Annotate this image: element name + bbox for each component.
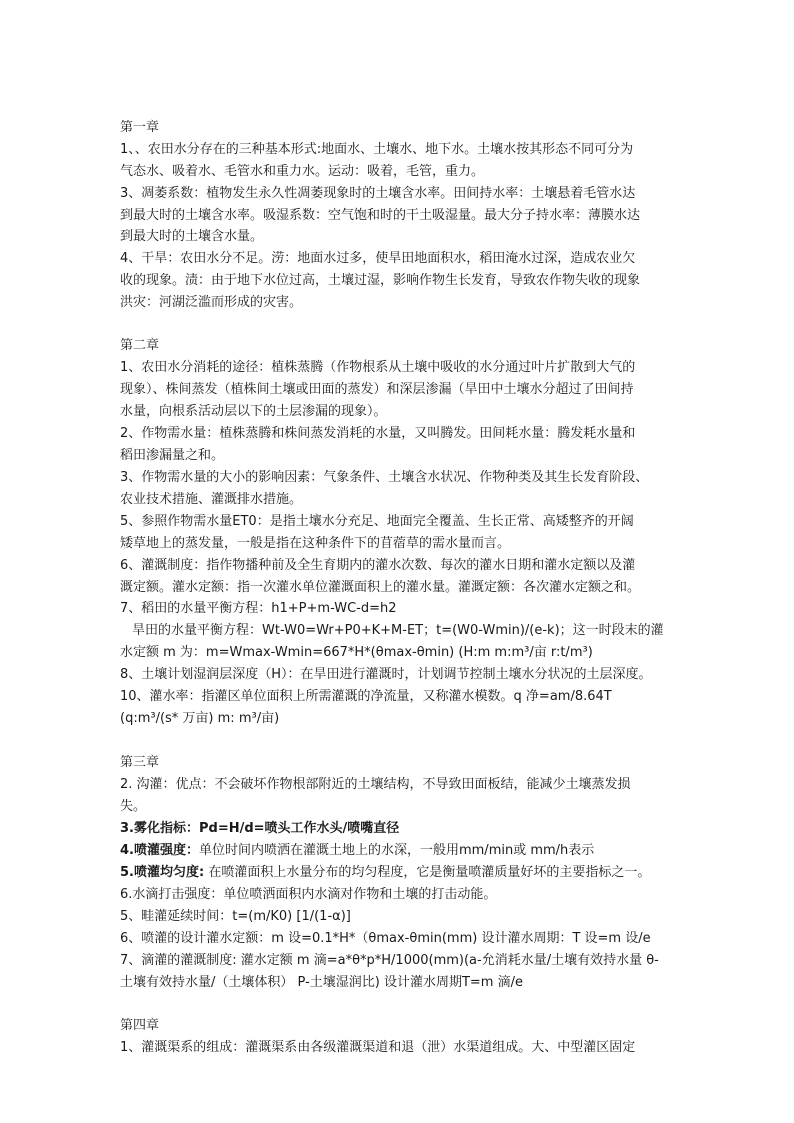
paragraph-line: 3、凋萎系数：植物发生永久性凋萎现象时的土壤含水率。田间持水率：土壤悬着毛管水达 [120,186,636,201]
paragraph-line: 到最大时的土壤含水率。吸湿系数：空气饱和时的干土吸湿量。最大分子持水率：薄膜水达 [120,208,641,223]
paragraph-line: 7、滴灌的灌溉制度: 灌水定额 m 滴=a*θ*p*H/1000(mm)(a-允消耗水量/土壤有效持水量 θ- [120,953,659,968]
paragraph-line: 矮草地上的蒸发量，一般是指在这种条件下的苜蓿草的需水量而言。 [120,536,511,551]
paragraph-line: 7、稻田的水量平衡方程：h1+P+m-WC-d=h2 [120,601,397,616]
paragraph-line: 水量，向根系活动层以下的土层渗漏的现象）。 [120,404,387,419]
sprinkler-uniformity-line [120,862,650,884]
paragraph-line: 到最大时的土壤含水量。 [120,229,264,244]
paragraph-line: 8、土壤计划湿润层深度（H）：在旱田进行灌溉时，计划调节控制土壤水分状况的土层深度。 [120,667,652,682]
term-definition: 单位时间内喷洒在灌溉土地上的水深，一般用mm/min或 mm/h表示 [198,843,595,858]
term-label: 4.喷灌强度： [120,843,199,858]
paragraph-line: 洪灾：河湖泛滥而形成的灾害。 [120,295,303,310]
paragraph-line: 失。 [120,799,147,814]
paragraph-line: 土壤有效持水量/（土壤体积） P-土壤湿润比) 设计灌水周期T=m 滴/e [120,975,523,990]
chapter-4-heading: 第四章 [120,1018,160,1033]
paragraph-line: 2、作物需水量：植株蒸腾和株间蒸发消耗的水量，又叫腾发。田间耗水量：腾发耗水量和 [120,426,636,441]
term-label: 5.喷灌均匀度: [120,865,205,880]
sprinkler-intensity-line [120,840,594,862]
paragraph-line: 1、灌溉渠系的组成：灌溉渠系由各级灌溉渠道和退（泄）水渠道组成。大、中型灌区固定 [120,1040,636,1055]
chapter-1-heading: 第一章 [120,120,160,135]
paragraph-line: 5、参照作物需水量ET0：是指土壤水分充足、地面完全覆盖、生长正常、高矮整齐的开阔 [120,514,634,529]
term-definition: 在喷灌面积上水量分布的均匀程度，它是衡量喷灌质量好坏的主要指标之一。 [204,865,651,880]
paragraph-line: 6、喷灌的设计灌水定额：m 设=0.1*H*（θmax-θmin(mm) 设计灌水周期：T 设=m 设/e [120,931,651,946]
paragraph-line: 3、作物需水量的大小的影响因素：气象条件、土壤含水状况、作物种类及其生长发育阶段、 [120,470,649,485]
paragraph-line: 现象）、株间蒸发（植株间土壤或田面的蒸发）和深层渗漏（旱田中土壤水分超过了田间持 [120,382,634,397]
atomization-index-line: 3.雾化指标：Pd=H/d=喷头工作水头/喷嘴直径 [120,821,400,836]
chapter-2-heading: 第二章 [120,338,160,353]
paragraph-line: 收的现象。渍：由于地下水位过高，土壤过湿，影响作物生长发育，导致农作物失收的现象 [120,273,641,288]
paragraph-line: 稻田渗漏量之和。 [120,448,225,463]
paragraph-line: 10、灌水率：指灌区单位面积上所需灌溉的净流量，又称灌水模数。q 净=am/8.64T [120,689,612,704]
paragraph-line: 5、畦灌延续时间：t=(m/K0) [1/(1-α)] [120,909,351,924]
paragraph-line: (q:m³/(s* 万亩) m: m³/亩) [120,711,280,726]
chapter-3-heading: 第三章 [120,755,160,770]
paragraph-line: 水定额 m 为：m=Wmax-Wmin=667*H*(θmax-θmin) (H:m m:m³/亩 r:t/m³) [120,645,593,660]
paragraph-line: 气态水、吸着水、毛管水和重力水。运动：吸着，毛管，重力。 [120,164,485,179]
paragraph-line: 农业技术措施、灌溉排水措施。 [120,492,303,507]
paragraph-line: 6.水滴打击强度：单位喷洒面积内水滴对作物和土壤的打击动能。 [120,887,497,902]
paragraph-line: 1、农田水分消耗的途径：植株蒸腾（作物根系从土壤中吸收的水分通过叶片扩散到大气的 [120,360,636,375]
paragraph-line: 2. 沟灌：优点：不会破坏作物根部附近的土壤结构，不导致田面板结，能减少土壤蒸发损 [120,777,631,792]
paragraph-line: 6、灌溉制度：指作物播种前及全生育期内的灌水次数、每次的灌水日期和灌水定额以及灌 [120,558,636,573]
paragraph-line: 1、、农田水分存在的三种基本形式:地面水、土壤水、地下水。土壤水按其形态不同可分为 [120,142,634,157]
paragraph-line: 溉定额。灌水定额：指一次灌水单位灌溉面积上的灌水量。灌溉定额：各次灌水定额之和。 [120,580,641,595]
paragraph-line: 4、干旱：农田水分不足。涝：地面水过多，使旱田地面积水，稻田淹水过深，造成农业欠 [120,251,636,266]
paragraph-line: 旱田的水量平衡方程：Wt-W0=Wr+P0+K+M-ET；t=(W0-Wmin)/(e-k)；这一时段末的灌 [132,623,664,638]
